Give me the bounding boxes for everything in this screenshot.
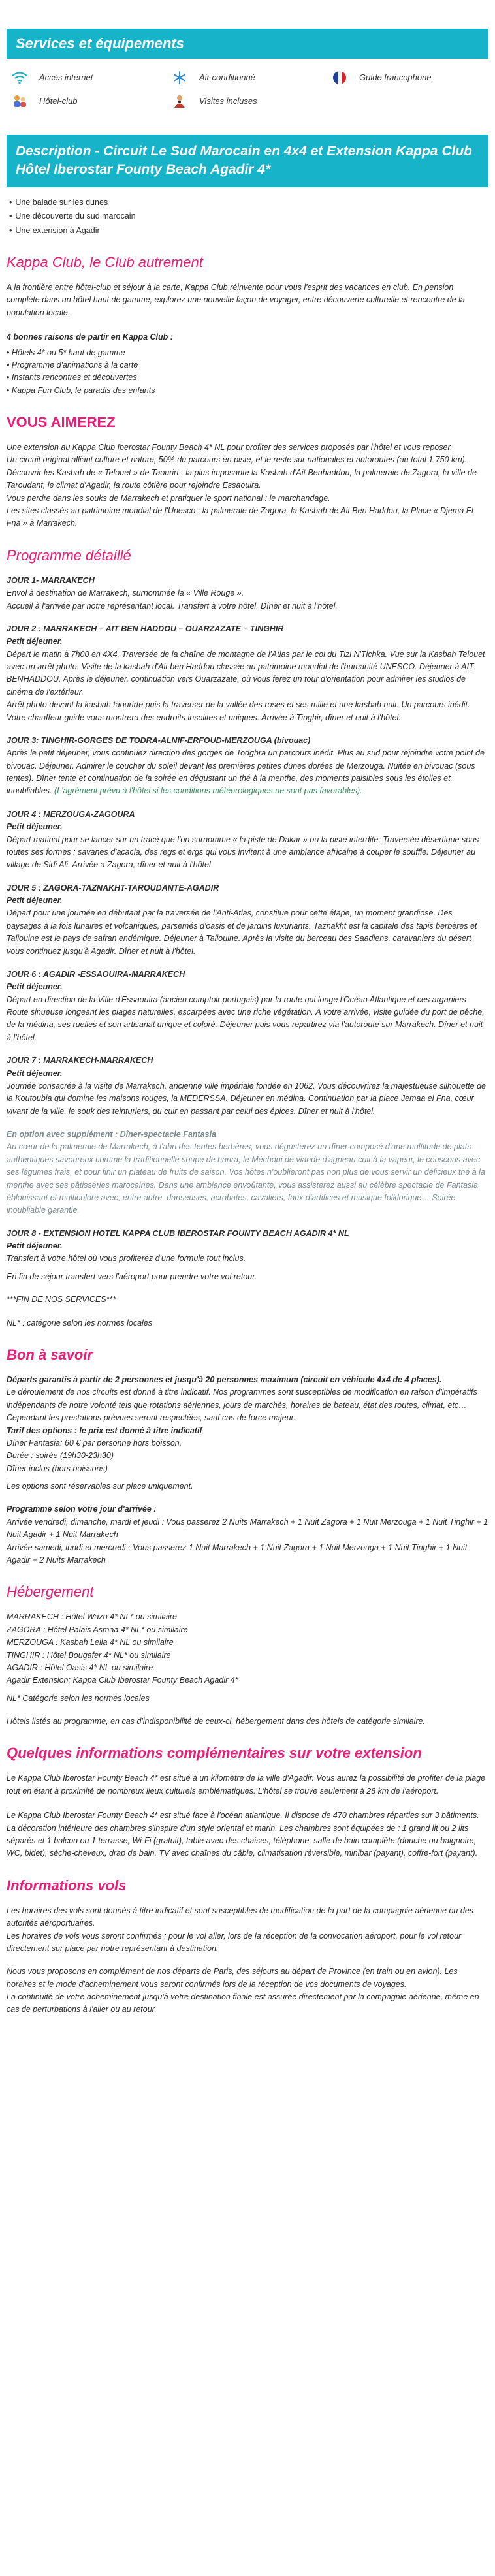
list-item: • Une balade sur les dunes — [9, 197, 488, 209]
amenity-hotel-club — [10, 94, 170, 108]
amenity-visits — [170, 94, 330, 108]
amenity-label: Hôtel-club — [39, 96, 78, 106]
info-title: Quelques informations complémentaires sur votre extension — [7, 1745, 422, 1762]
aimerez-title: VOUS AIMEREZ — [7, 414, 116, 430]
day-2: JOUR 2 : MARRAKECH – AIT BEN HADDOU – OUARZAZATE – TINGHIR Petit déjeuner. Départ le matin à 7h00 en 4X4. Traversée de la chaîne de montagne de l'Atlas par le col du Tizi N'Tichka. Vue sur la Kasbah Telouet avec un arrêt photo. Visite de la kasbah d'Ait ben Haddou classée au patrimoine mondial de l'humanité UNESCO. Déjeuner à AIT BENHADDOU. Après le déjeuner, continuation vers Ouarzazate, où vous ferez un tour d'orientation pour admirer les studios de cinéma de l'extérieur. Arrêt photo devant la kasbah taourirte puis la traverser de la vallée des roses et ses mille et une kasbah nuit. Un parcours inédit. Votre chauffeur guide vous montrera des endroits insolites et uniques. Arrivée à Tinghir, dîner et nuit à l'hôtel. — [7, 624, 485, 722]
french-flag-icon — [330, 71, 349, 85]
list-item: Agadir Extension: Kappa Club Iberostar Founty Beach Agadir 4* — [7, 1676, 238, 1685]
list-item: • Instants rencontres et découvertes — [7, 373, 137, 383]
highlights-list — [7, 197, 488, 237]
amenity-label: Accès internet — [39, 72, 93, 83]
amenity-guide — [330, 71, 490, 85]
kappa-title: Kappa Club, le Club autrement — [7, 253, 203, 270]
info-p1: Le Kappa Club Iberostar Founty Beach 4* est situé à un kilomètre de la ville d'Agadir. Vous aurez la possibilité de profiter de la plage tout en étant à proximité de nombreux lieux culturels emblématiques. L'hôtel se trouve seulement à 28 km de l'aéroport. — [7, 1773, 486, 1796]
programme-title: Programme détaillé — [7, 547, 131, 564]
amenities-grid — [7, 59, 488, 111]
info-p2: Le Kappa Club Iberostar Founty Beach 4* est situé face à l'océan atlantique. Il dispose de 470 chambres réparties sur 3 bâtiments. La décoration intérieure des chambres s'inspire d'un style oriental et marin. Les chambres sont équipées de : 1 grand lit ou 2 lits séparés et 1 balcon ou 1 terrasse, Wi-Fi (gratuit), table avec des chaises, téléphone, salle de bain complète (douche ou baignoire, WC, bidet), sèche-cheveux, drap de bain, TV avec chaînes du câble, climatisation réversible, minibar (payant), coffre-fort (payant). — [7, 1811, 479, 1858]
list-item: • Une extension à Agadir — [9, 225, 488, 237]
amenity-label: Air conditionné — [199, 72, 255, 83]
day-5: JOUR 5 : ZAGORA-TAZNAKHT-TAROUDANTE-AGADIR Petit déjeuner. Départ pour une journée en débutant par la traversée de l'Anti-Atlas, constitue pour cette étape, un moment grandiose. Des paysages à la fois lunaires et volcaniques, parsemés d'oasis et de jardins luxuriants. Taznakht est la capitale des tapis berbères et Taliouine est le pays de safran endémique. Déjeuner à Taliouine. Après la visite du berceau des Saadiens, caravaniers du désert vous continuez jusqu'à Agadir. Dîner et nuit à l'hôtel. — [7, 883, 477, 956]
snowflake-icon — [170, 71, 189, 85]
list-item: • Kappa Fun Club, le paradis des enfants — [7, 385, 155, 395]
amenity-internet — [10, 71, 170, 85]
vols-title: Informations vols — [7, 1877, 127, 1894]
kappa-reasons-title: 4 bonnes raisons de partir en Kappa Club : — [7, 332, 173, 342]
list-item: • Programme d'animations à la carte — [7, 360, 138, 370]
list-item: MERZOUGA : Kasbah Leila 4* NL ou similaire — [7, 1638, 174, 1647]
amenity-label: Guide francophone — [359, 72, 432, 83]
list-item: • Une découverte du sud marocain — [9, 210, 488, 223]
kappa-reasons-list — [7, 347, 488, 398]
heb-title: Hébergement — [7, 1583, 94, 1600]
list-item: • Hôtels 4* ou 5* haut de gamme — [7, 347, 125, 357]
aimerez-text: Une extension au Kappa Club Iberostar Founty Beach 4* NL pour profiter des services proposés par l'hôtel et vous reposer. Un circuit original alliant culture et nature; 50% du parcours en piste, et le reste sur nationales et autoroutes (au total 1 750 km). Découvrir les Kasbah de « Telouet » de Taourirt , la plus imposante la Kasbah d'Ait Benhaddou, la palmeraie de Zagora, la ville de Taroudant, le climat d'Agadir, la route côtière pour rejoindre Essaouira. Vous perdre dans les souks de Marrakech et pratiquer le sport national : le marchandage. Les sites classés au patrimoine mondial de l'Unesco : la palmeraie de Zagora, la Kasbah de Ait Ben Haddou, la Place « Djema El Fna » à Marrakech. — [7, 443, 477, 528]
guide-person-icon — [170, 94, 189, 108]
hotel-club-icon — [10, 94, 29, 108]
day-7: JOUR 7 : MARRAKECH-MARRAKECH Petit déjeuner. Journée consacrée à la visite de Marrakech, ancienne ville impériale fondée en 1062. Vous découvrirez la majestueuse silhouette de la Koutoubia qui domine les maisons rouges, la MEDERSSA. Déjeuner en médina. Continuation par la place Jemaa el Fna, cœur vivant de la ville, le souk des teinturiers, du cuir en passant par celui des épices. Dîner et nuit à l'hôtel. — [7, 1056, 486, 1116]
list-item: MARRAKECH : Hôtel Wazo 4* NL* ou similaire — [7, 1612, 177, 1622]
day-4: JOUR 4 : MERZOUGA-ZAGOURA Petit déjeuner. Départ matinal pour se lancer sur un tracé que l'on surnomme « la piste de Dakar » ou la piste interdite. Traversée désertique sous toutes ses formes : savanes d'acacia, des regs et ergs qui vous invitent à une ambiance africaine à couper le souffle. Déjeuner au village de Sidi Ali. Arrivée a Zagora, dîner et nuit à l'hôtel — [7, 809, 479, 870]
description-title: Description - Circuit Le Sud Marocain en 4x4 et Extension Kappa Club Hôtel Iberostar Founty Beach Agadir 4* — [7, 135, 488, 187]
heb-list: MARRAKECH : Hôtel Wazo 4* NL* ou similaire ZAGORA : Hôtel Palais Asmaa 4* NL* ou similaire MERZOUGA : Kasbah Leila 4* NL ou similaire TINGHIR : Hôtel Bougafer 4* NL* ou similaire AGADIR : Hôtel Oasis 4* NL ou similaire Agadir Extension: Kappa Club Iberostar Founty Beach Agadir 4* NL* Catégorie selon les normes locales Hôtels listés au programme, en cas d'indisponibilité de ceux-ci, hébergement dans des hôtels de catégorie similaire. — [7, 1611, 488, 1728]
services-title: Services et équipements — [7, 29, 488, 59]
day-1: JOUR 1- MARRAKECH Envol à destination de Marrakech, surnommée la « Ville Rouge ». Accueil à l'arrivée par notre représentant local. Transfert à votre hôtel. Dîner et nuit à l'hôtel. — [7, 575, 338, 611]
bon-text: Départs garantis à partir de 2 personnes et jusqu'à 20 personnes maximum (circuit en véhicule 4x4 de 4 places). Le déroulement de nos circuits est donné à titre indicatif. Nos programmes sont susceptibles de modification en raison d'impératifs indépendants de notre volonté tels que rotations aériennes, jours de marchés, horaires de bateau, état des routes, climat, etc… Cependant les prestations prévues seront respectées, sauf cas de force majeur. Tarif des options : le prix est donné à titre indicatif Dîner Fantasia: 60 € par personne hors boisson. Durée : soirée (19h30-23h30) Dîner inclus (hors boissons) Les options sont réservables sur place uniquement. Programme selon votre jour d'arrivée : Arrivée vendredi, dimanche, mardi et jeudi : Vous passerez 2 Nuits Marrakech + 1 Nuit Zagora + 1 Nuit Merzouga + 1 Nuit Tinghir + 1 Nuit Agadir + 1 Nuit Marrakech Arrivée samedi, lundi et mercredi : Vous passerez 1 Nuit Marrakech + 1 Nuit Zagora + 1 Nuit Merzouga + 1 Nuit Tinghir + 1 Nuit Agadir + 2 Nuits Marrakech — [7, 1375, 488, 1565]
amenity-ac — [170, 71, 330, 85]
vols-text: Les horaires des vols sont donnés à titre indicatif et sont susceptibles de modification de la part de la compagnie aérienne ou des autorités aéroportuaires. Les horaires de vols vous seront confirmés : pour le vol aller, lors de la réception de la convocation aéroport, pour le vol retour directement sur place par notre représentant à destination. Nous vous proposons en complément de nos départs de Paris, des séjours au départ de Province (en train ou en avion). Les horaires et le mode d'acheminement vous seront confirmés lors de la réception de vos documents de voyages. La continuité de votre acheminement jusqu'à votre destination finale est assurée directement par la compagnie aérienne, même en cas de perturbations à l'aller ou au retour. — [7, 1905, 479, 2014]
day-6: JOUR 6 : AGADIR -ESSAOUIRA-MARRAKECH Petit déjeuner. Départ en direction de la Ville d'Essaouira (ancien comptoir portugais) par la route qui longe l'Océan Atlantique et ces arganiers Route sinueuse longeant les plages naturelles, escarpées avec une riche végétation. À votre arrivée, visite guidée du port de pêche, de la médina, ses ruelles et son artisanat unique et coloré. Déjeuner puis vous repartirez via l'autoroute sur Marrakech. Dîner et nuit à l'hôtel. — [7, 969, 485, 1042]
bon-title: Bon à savoir — [7, 1346, 93, 1363]
kappa-intro: A la frontière entre hôtel-club et séjour à la carte, Kappa Club réinvente pour vous l'esprit des vacances en club. En pension complète dans un hôtel haut de gamme, explorez une nouvelle façon de voyager, entre découverte culturelle et rencontre de la population locale. — [7, 283, 465, 317]
wifi-icon — [10, 71, 29, 85]
list-item: TINGHIR : Hôtel Bougafer 4* NL* ou similaire — [7, 1650, 171, 1660]
list-item: AGADIR : Hôtel Oasis 4* NL ou similaire — [7, 1662, 153, 1672]
day-3: JOUR 3: TINGHIR-GORGES DE TODRA-ALNIF-ERFOUD-MERZOUGA (bivouac) Après le petit déjeuner, vous continuez direction des gorges de Todghra un parcours inédit. Plus au sud pour rejoindre votre point de bivouac. Déjeuner. Admirer le coucher du soleil devant les premières petites dunes dorées de Merzouga. Nuitée en bivouac (sous tentes). Dîner tente et continuation de la soirée en dégustant un thé à la menthe, des moments paisibles sous les étoiles et inoubliables. (L'agrément prévu à l'hôtel si les conditions météorologiques ne sont pas favorables). — [7, 735, 485, 796]
day-8: JOUR 8 - EXTENSION HOTEL KAPPA CLUB IBEROSTAR FOUNTY BEACH AGADIR 4* NL Petit déjeuner. Transfert à votre hôtel où vous profiterez d'une formule tout inclus. En fin de séjour transfert vers l'aéroport pour prendre votre vol retour. ***FIN DE NOS SERVICES*** NL* : catégorie selon les normes locales — [7, 1228, 349, 1328]
list-item: ZAGORA : Hôtel Palais Asmaa 4* NL* ou similaire — [7, 1625, 188, 1634]
amenity-label: Visites incluses — [199, 96, 257, 106]
option-fantasia: En option avec supplément : Dîner-spectacle Fantasia Au cœur de la palmeraie de Marrakech, à l'abri des tentes berbères, vous dégusterez un dîner composé d'une multitude de plats authentiques savoureux comme la traditionnelle soupe de harira, le Méchoui de viande d'agneau cuit à la vapeur, le couscous avec ses légumes frais, et pour finir un plateau de fruits de saison. Vos hôtes n'oublieront pas non plus de vous servir un délicieux thé à la menthe avec ses pâtisseries marocaines. Dans une ambiance envoûtante, vous assisterez aussi au célèbre spectacle de Fantasia éblouissant et multicolore avec, entre autre, danseuses, acrobates, cavaliers, faux d'artifices et musique folklorique… Soirée inoubliable garantie. — [7, 1130, 485, 1215]
